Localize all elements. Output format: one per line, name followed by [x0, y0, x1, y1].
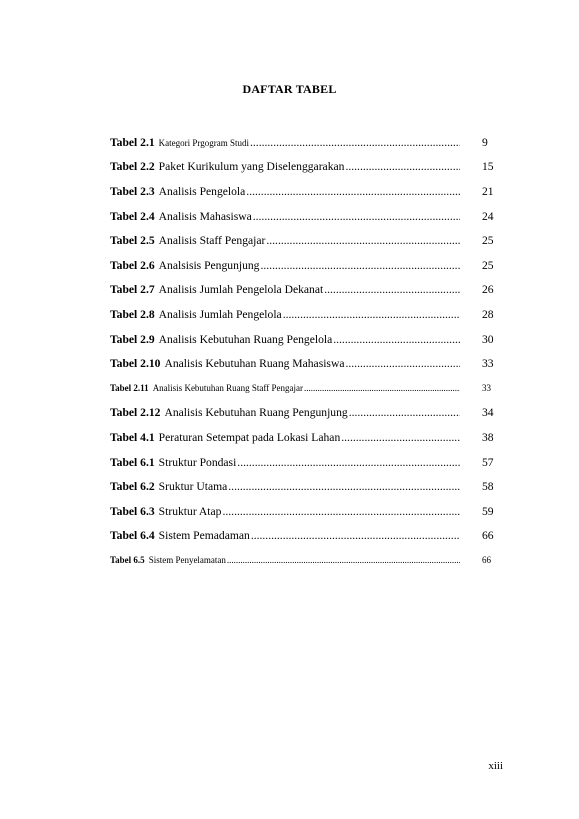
- toc-entry-text: [110, 308, 462, 321]
- toc-entry-title: Sistem Penyelamatan: [148, 555, 226, 566]
- toc-entry-label: Tabel 4.1: [110, 430, 155, 444]
- dot-leader: [260, 259, 460, 272]
- toc-entry-page-number: 33: [482, 357, 494, 371]
- toc-entry-title: Analisis Jumlah Pengelola: [158, 307, 282, 321]
- toc-entry-page-number: 66: [482, 529, 494, 543]
- toc-entry-label: Tabel 2.6: [110, 258, 155, 272]
- toc-entry[interactable]: [110, 548, 500, 573]
- toc-entry[interactable]: [110, 204, 500, 229]
- dot-leader: [237, 456, 460, 469]
- toc-entry[interactable]: [110, 155, 500, 180]
- table-of-contents: [110, 130, 500, 573]
- toc-entry-label: Tabel 2.12: [110, 406, 161, 420]
- toc-entry-page-number: 34: [482, 406, 494, 420]
- toc-entry-page-number: 33: [482, 383, 491, 394]
- toc-entry-text: [110, 136, 462, 149]
- toc-entry[interactable]: [110, 499, 500, 524]
- toc-entry-page-number: 25: [482, 258, 494, 272]
- toc-entry-label: Tabel 6.1: [110, 455, 155, 469]
- toc-entry-text: [110, 431, 462, 444]
- toc-entry-label: Tabel 2.10: [110, 357, 161, 371]
- toc-entry-label: Tabel 2.9: [110, 332, 155, 346]
- toc-entry-text: [110, 357, 462, 370]
- toc-entry-title: Kategori Prgogram Studi: [158, 137, 249, 148]
- toc-entry-title: Peraturan Setempat pada Lokasi Lahan: [158, 430, 341, 444]
- toc-entry-page-number: 58: [482, 480, 494, 494]
- dot-leader: [250, 136, 460, 149]
- toc-entry-text: [110, 480, 462, 493]
- toc-entry-page-number: 66: [482, 555, 491, 566]
- toc-entry[interactable]: [110, 524, 500, 549]
- toc-entry-text: [110, 185, 462, 198]
- toc-entry-label: Tabel 2.5: [110, 234, 155, 248]
- toc-entry-page-number: 57: [482, 455, 494, 469]
- toc-entry-text: [110, 529, 462, 542]
- toc-entry[interactable]: [110, 278, 500, 303]
- toc-entry[interactable]: [110, 302, 500, 327]
- dot-leader: [341, 431, 460, 444]
- toc-entry-text: [110, 210, 462, 223]
- toc-entry-text: [110, 406, 462, 419]
- page-number: xiii: [488, 760, 503, 772]
- dot-leader: [349, 406, 460, 419]
- toc-entry-title: Analisis Kebutuhan Ruang Staff Pengajar: [152, 383, 303, 394]
- toc-entry-text: [110, 505, 462, 518]
- toc-entry-text: [110, 555, 462, 565]
- toc-entry-title: Sruktur Utama: [158, 480, 228, 494]
- page-title: DAFTAR TABEL: [242, 82, 337, 96]
- dot-leader: [253, 210, 460, 223]
- toc-entry-title: Analisis Kebutuhan Ruang Pengelola: [158, 332, 333, 346]
- toc-entry-page-number: 59: [482, 504, 494, 518]
- toc-entry-text: [110, 383, 462, 393]
- dot-leader: [304, 383, 460, 393]
- toc-entry[interactable]: [110, 130, 500, 155]
- toc-entry[interactable]: [110, 327, 500, 352]
- toc-entry-label: Tabel 2.1: [110, 135, 155, 149]
- toc-entry-title: Analisis Jumlah Pengelola Dekanat: [158, 283, 324, 297]
- dot-leader: [251, 529, 460, 542]
- toc-entry-page-number: 21: [482, 184, 494, 198]
- toc-entry-label: Tabel 6.5: [110, 555, 145, 566]
- toc-entry-label: Tabel 2.4: [110, 209, 155, 223]
- dot-leader: [283, 308, 460, 321]
- toc-entry-title: Paket Kurikulum yang Diselenggarakan: [158, 160, 345, 174]
- toc-entry[interactable]: [110, 425, 500, 450]
- toc-entry[interactable]: [110, 179, 500, 204]
- toc-entry[interactable]: [110, 376, 500, 401]
- toc-entry[interactable]: [110, 351, 500, 376]
- toc-entry-page-number: 28: [482, 307, 494, 321]
- toc-entry-text: [110, 456, 462, 469]
- toc-entry-label: Tabel 6.4: [110, 529, 155, 543]
- toc-entry-text: [110, 283, 462, 296]
- toc-entry[interactable]: [110, 450, 500, 475]
- toc-entry[interactable]: [110, 228, 500, 253]
- toc-entry-page-number: 38: [482, 430, 494, 444]
- dot-leader: [333, 333, 460, 346]
- toc-entry-page-number: 15: [482, 160, 494, 174]
- toc-entry-page-number: 9: [482, 135, 488, 149]
- toc-entry-title: Analisis Mahasiswa: [158, 209, 252, 223]
- dot-leader: [266, 234, 460, 247]
- dot-leader: [227, 555, 460, 565]
- toc-entry-text: [110, 160, 462, 173]
- toc-entry-title: Struktur Atap: [158, 504, 222, 518]
- toc-entry[interactable]: [110, 401, 500, 426]
- toc-entry[interactable]: [110, 253, 500, 278]
- toc-entry-label: Tabel 6.3: [110, 504, 155, 518]
- toc-entry-title: Sistem Pemadaman: [158, 529, 250, 543]
- toc-entry-title: Analisis Staff Pengajar: [158, 234, 266, 248]
- toc-entry-title: Analisis Kebutuhan Ruang Pengunjung: [164, 406, 348, 420]
- toc-entry-title: Analisis Kebutuhan Ruang Mahasiswa: [164, 357, 345, 371]
- toc-entry-label: Tabel 2.3: [110, 184, 155, 198]
- toc-entry-label: Tabel 2.11: [110, 383, 149, 394]
- dot-leader: [222, 505, 460, 518]
- toc-entry-page-number: 30: [482, 332, 494, 346]
- toc-entry-title: Analsisis Pengunjung: [158, 258, 260, 272]
- toc-entry[interactable]: [110, 474, 500, 499]
- toc-entry-label: Tabel 6.2: [110, 480, 155, 494]
- dot-leader: [324, 283, 460, 296]
- dot-leader: [228, 480, 460, 493]
- toc-entry-page-number: 26: [482, 283, 494, 297]
- dot-leader: [345, 357, 460, 370]
- dot-leader: [345, 160, 460, 173]
- toc-entry-text: [110, 234, 462, 247]
- toc-entry-title: Analisis Pengelola: [158, 184, 246, 198]
- dot-leader: [246, 185, 460, 198]
- toc-entry-label: Tabel 2.7: [110, 283, 155, 297]
- toc-entry-page-number: 24: [482, 209, 494, 223]
- toc-entry-label: Tabel 2.8: [110, 307, 155, 321]
- toc-entry-text: [110, 259, 462, 272]
- toc-entry-text: [110, 333, 462, 346]
- toc-entry-label: Tabel 2.2: [110, 160, 155, 174]
- toc-entry-title: Struktur Pondasi: [158, 455, 237, 469]
- toc-entry-page-number: 25: [482, 234, 494, 248]
